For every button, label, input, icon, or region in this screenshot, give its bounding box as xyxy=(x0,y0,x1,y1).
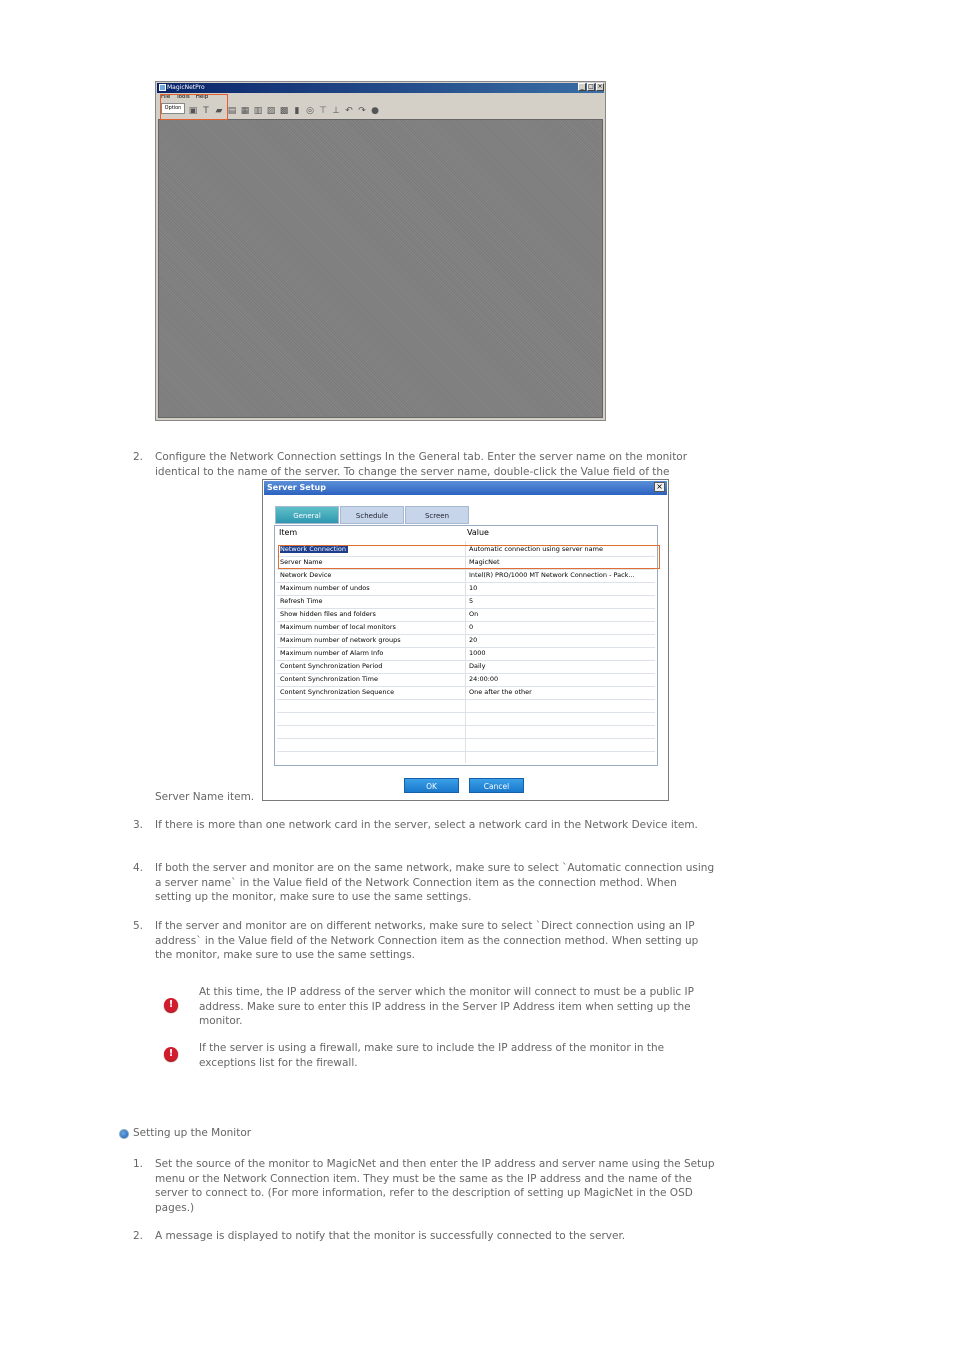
row-item: Content Synchronization Sequence xyxy=(280,688,395,696)
row-value: MagicNet xyxy=(469,558,500,566)
step-number: 2. xyxy=(133,451,144,463)
row-value: 10 xyxy=(469,584,478,592)
toolbar-icon: ▦ xyxy=(240,105,250,116)
step-number: 5. xyxy=(133,920,144,932)
tab-general: General xyxy=(275,506,339,524)
step-text: If the server and monitor are on different networks, make sure to select `Direct connection using an IP address` in the Value field of the Network Connection item as the connection method. When setting up the monitor, make sure to use the same settings. xyxy=(155,920,699,961)
row-item: Maximum number of network groups xyxy=(280,636,401,644)
row-item: Network Device xyxy=(280,571,332,579)
table-row xyxy=(277,621,655,635)
step-number: 4. xyxy=(133,862,144,874)
close-icon: × xyxy=(597,83,603,90)
toolbar-icon: ▩ xyxy=(279,105,289,116)
section-bullet-icon xyxy=(119,1129,129,1139)
table-row xyxy=(277,673,655,687)
table-row xyxy=(277,634,655,648)
row-item: Content Synchronization Period xyxy=(280,662,383,670)
app-icon xyxy=(159,84,166,91)
undo-icon: ↶ xyxy=(345,105,353,116)
toolbar-icon: ▮ xyxy=(294,105,300,116)
row-value: 1000 xyxy=(469,649,486,657)
row-value: 0 xyxy=(469,623,474,631)
window-buttons xyxy=(578,83,604,91)
menu-help: Help xyxy=(195,94,209,100)
cancel-button: Cancel xyxy=(469,778,524,793)
table-row-empty xyxy=(277,699,655,713)
grid-header xyxy=(275,526,657,540)
step-text: Configure the Network Connection settings In the General tab. Enter the server name on the monitor identical to the name of the server. To change the server name, double-click the Value field of the xyxy=(155,451,688,478)
highlight-box xyxy=(160,94,228,120)
table-row-empty xyxy=(277,712,655,726)
table-row xyxy=(277,608,655,622)
col-value-header: Value xyxy=(467,528,489,537)
step-text: If both the server and monitor are on the same network, make sure to select `Automatic connection using a server name` in the Value field of the Network Connection item as the connection method. When setting up the monitor, make sure to use the same settings. xyxy=(155,862,715,903)
menu-dropdown-option: Option xyxy=(161,103,185,114)
tab-schedule: Schedule xyxy=(340,506,404,524)
menu-file: File xyxy=(161,94,171,100)
step-number: 1. xyxy=(133,1158,144,1170)
table-row xyxy=(277,660,655,674)
app-canvas xyxy=(158,119,603,418)
row-item: Content Synchronization Time xyxy=(280,675,378,683)
toolbar-icon: ▰ xyxy=(215,105,223,116)
table-row-empty xyxy=(277,738,655,752)
toolbar-icon: ▣ xyxy=(188,105,198,116)
tab-screen: Screen xyxy=(405,506,469,524)
row-item: Maximum number of undos xyxy=(280,584,370,592)
row-item: Network Connection xyxy=(280,545,346,553)
row-value: 20 xyxy=(469,636,478,644)
toolbar-icon: ▨ xyxy=(266,105,276,116)
notice-text: If the server is using a firewall, make sure to include the IP address of the monitor in the exceptions list for the firewall. xyxy=(199,1042,665,1069)
row-value: On xyxy=(469,610,479,618)
warning-icon: ! xyxy=(164,998,180,1014)
toolbar-icon: ▥ xyxy=(253,105,263,116)
step-number: 3. xyxy=(133,819,144,831)
step-text: If there is more than one network card in the server, select a network card in the Network Device item. xyxy=(155,819,698,831)
row-value: 5 xyxy=(469,597,474,605)
magicnet-app-window-screenshot xyxy=(155,81,606,421)
toolbar-icon: ◎ xyxy=(306,105,314,116)
menu-tools: Tools xyxy=(176,94,190,100)
table-row xyxy=(277,647,655,661)
row-item: Maximum number of Alarm Info xyxy=(280,649,384,657)
row-value: One after the other xyxy=(469,688,532,696)
notice-text: At this time, the IP address of the server which the monitor will connect to must be a public IP address. Make sure to enter this IP address in the Server IP Address item when setting up the monitor. xyxy=(199,986,694,1027)
close-icon: × xyxy=(654,482,665,492)
row-value: Daily xyxy=(469,662,486,670)
toolbar-icon: ⊥ xyxy=(332,105,340,116)
step-text-tail: Server Name item. xyxy=(155,791,255,803)
step-text: A message is displayed to notify that the monitor is successfully connected to the server. xyxy=(155,1230,626,1242)
table-row xyxy=(277,569,655,583)
row-item: Refresh Time xyxy=(280,597,323,605)
maximize-icon: □ xyxy=(588,83,594,90)
row-value: Automatic connection using server name xyxy=(469,545,603,553)
col-item-header: Item xyxy=(279,528,298,537)
ok-button: OK xyxy=(404,778,459,793)
app-title: MagicNetPro xyxy=(167,84,205,91)
table-row xyxy=(277,595,655,609)
dialog-buttons xyxy=(404,778,524,793)
row-value: Intel(R) PRO/1000 MT Network Connection - Pack... xyxy=(469,571,635,579)
step-text: Set the source of the monitor to MagicNet and then enter the IP address and server name using the Setup menu or the Network Connection item. They must be the same as the IP address and the name of the server to connect to. (For more information, refer to the description of setting up MagicNet in the OSD pages.) xyxy=(155,1158,715,1214)
warning-icon: ! xyxy=(164,1047,180,1063)
table-row xyxy=(277,582,655,596)
row-value: 24:00:00 xyxy=(469,675,499,683)
redo-icon: ↷ xyxy=(358,105,366,116)
row-item: Maximum number of local monitors xyxy=(280,623,396,631)
row-item: Server Name xyxy=(280,558,323,566)
server-setup-dialog xyxy=(262,479,669,801)
dialog-title: Server Setup xyxy=(264,481,667,495)
minimize-icon: _ xyxy=(578,83,586,91)
info-icon: ● xyxy=(371,105,379,116)
table-row xyxy=(277,686,655,700)
dialog-tabs xyxy=(275,506,469,524)
table-row-empty xyxy=(277,751,655,764)
row-item: Show hidden files and folders xyxy=(280,610,376,618)
highlight-box xyxy=(278,545,660,569)
app-titlebar xyxy=(157,83,604,93)
toolbar-icon: ⊤ xyxy=(319,105,327,116)
section-title: Setting up the Monitor xyxy=(133,1127,252,1139)
step-number: 2. xyxy=(133,1230,144,1242)
toolbar-icon: T xyxy=(203,105,209,116)
toolbar-icon: ▤ xyxy=(227,105,237,116)
table-row-empty xyxy=(277,725,655,739)
